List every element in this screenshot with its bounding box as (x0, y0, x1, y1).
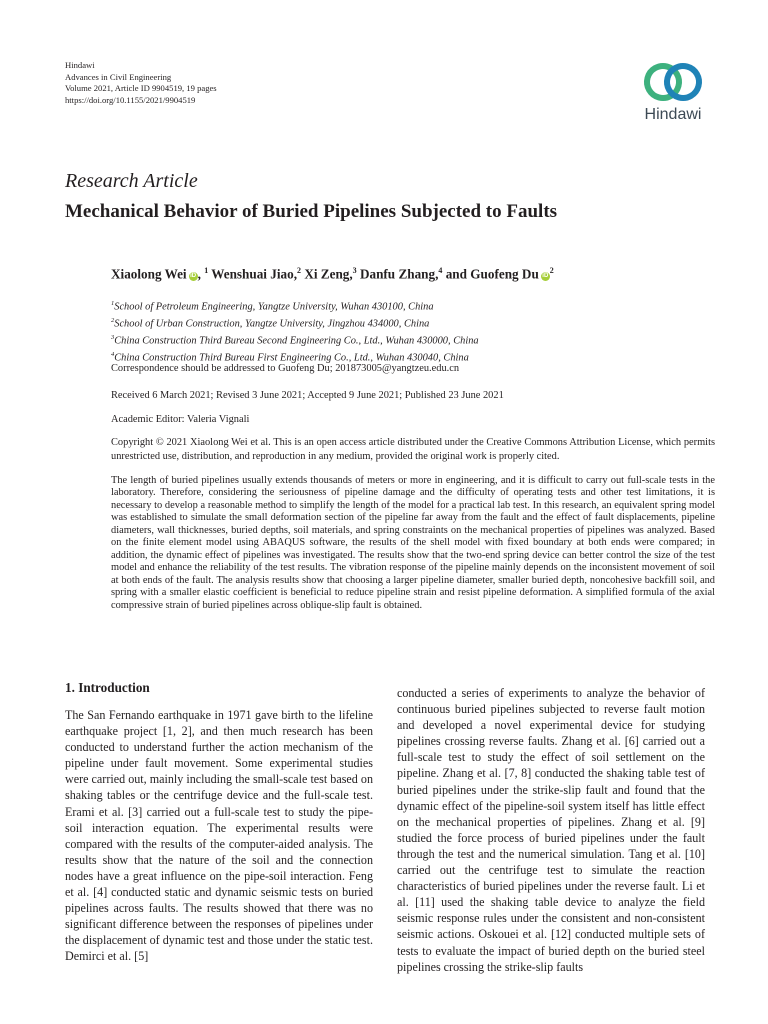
article-type: Research Article (65, 170, 198, 192)
author-affiliation-mark: 3 (352, 266, 357, 275)
logo-text: Hindawi (644, 106, 702, 123)
doi-link[interactable]: https://doi.org/10.1155/2021/9904519 (65, 94, 196, 105)
abstract: The length of buried pipelines usually extends thousands of meters or more in engineering, and it is difficult to carry out full-scale tests in the laboratory. Therefore, considering the seriousness of pipeline damage and the difficulty of operating tests and other test limitations, it is necessary to develop a reasonable method to simplify the length of the model for a practical lab test. In this research, an equivalent spring model was established to simulate the small deformation section of the pipeline far away from the fault and the effect of fault displacements, pipeline diameters, wall thicknesses, buried depths, soil materials, and spring constraints on the mechanical properties of pipelines was analyzed. Based on the finite element model using ABAQUS software, the results of the shell model with fixed boundary at both ends were compared; in addition, the dynamic effect of pipelines was investigated. The results show that the two-end spring device can better control the size of the test model and enhance the reliability of the test results. The vibration response of the pipeline mainly depends on the inconsistent movement of soil at both ends of the fault. The analysis results show that choosing a larger pipeline diameter, smaller buried depth, noncohesive backfill soil, and spring with a smaller elastic coefficient is beneficial to reduce pipeline strain and resist pipeline deformation. A simplified formula of the axial compressive strain of buried pipelines across oblique-slip fault is obtained. (111, 475, 715, 611)
affiliation: $^4$China Construction Third Bureau First Engineering Co., Ltd., Wuhan 430040, China (111, 351, 469, 364)
copyright-notice: Copyright © 2021 Xiaolong Wei et al. This is an open access article distributed under the Creative Commons Attribution License, which permits unrestricted use, distribution, and reproduction in any medium, provided the original work is properly cited. (111, 437, 715, 462)
body-paragraph: conducted a series of experiments to analyze the behavior of continuous buried pipelines subjected to reverse fault motion and developed a novel experimental device for studying pipelines crossing reverse faults. Zhang et al. [6] carried out a full-scale test to study the effect of soil settlement on the pipeline. Zhang et al. [7, 8] conducted the shaking table test of buried pipelines under the strike-slip fault and found that the dynamic effect of the pipeline-soil system itself has little effect on the mechanical properties of pipelines. Zhang et al. [9] studied the force process of buried pipelines under the fault through the test and the numerical simulation. Tang et al. [10] carried out the centrifuge test to simulate the reaction characteristics of buried pipelines under the reverse fault. Li et al. [11] used the shaking table device to analyze the field seismic response rules under the consistent and non-consistent seismic actions. Oskouei et al. [12] conducted multiple sets of tests to evaluate the impact of buried depth on the buried steel pipelines crossing the strike-slip faults (397, 686, 705, 974)
author-name[interactable]: Wenshuai Jiao, (211, 266, 298, 282)
correspondence: Correspondence should be addressed to Guofeng Du; 201873005@yangtzeu.edu.cn (111, 363, 460, 374)
publication-dates: Received 6 March 2021; Revised 3 June 2021; Accepted 9 June 2021; Published 23 June 2021 (111, 390, 504, 401)
academic-editor: Academic Editor: Valeria Vignali (111, 414, 250, 425)
volume-info: Volume 2021, Article ID 9904519, 19 pages (65, 83, 217, 94)
author-name[interactable]: Xiaolong Wei (111, 266, 187, 282)
journal-name: Advances in Civil Engineering (65, 71, 172, 82)
body-column-left (65, 680, 373, 965)
body-column-right (397, 685, 705, 975)
journal-header (65, 60, 217, 106)
section-heading: 1. Introduction (65, 680, 150, 695)
author-name[interactable]: Xi Zeng, (304, 266, 353, 282)
author-name[interactable]: and Guofeng Du (445, 266, 539, 282)
article-title: Mechanical Behavior of Buried Pipelines Subjected to Faults (65, 201, 558, 222)
hindawi-logo-icon (641, 60, 705, 104)
hindawi-logo (632, 60, 714, 136)
author-list: Xiaolong Wei iD , $^1$ Wenshuai Jiao,$^2$ Xi Zeng,$^3$ Danfu Zhang,$^4$ and Guofeng Du $iD^2$ (111, 266, 554, 282)
author-name[interactable]: Danfu Zhang, (359, 266, 439, 282)
author-affiliation-mark: 2 (297, 266, 302, 275)
author-affiliation-mark: 1 (204, 266, 209, 275)
affiliation: $^1$School of Petroleum Engineering, Yangtze University, Wuhan 430100, China (111, 300, 434, 313)
body-paragraph: The San Fernando earthquake in 1971 gave birth to the lifeline earthquake project [1, 2], and then much research has been conducted to understand further the action mechanism of the pipeline under fault movement. Some experimental studies were carried out, mainly including the small-scale test based on shaking tables or the centrifuge device and the full-scale test. Erami et al. [3] carried out a full-scale test to study the pipe-soil interaction equation. The experimental results were compared with the results of the computer-aided analysis. The results show that the nature of the soil and the connection nodes have a great influence on the pipe-soil interaction. Feng et al. [4] conducted static and dynamic seismic tests on buried pipelines across faults. The results showed that there was no significant difference between the responses of pipelines under the displacement of dynamic test and those under the static test. Demirci et al. [5] (65, 708, 373, 964)
orcid-icon[interactable]: iD (190, 273, 197, 280)
author-affiliation-mark: 2 (549, 266, 554, 275)
affiliation: $^2$School of Urban Construction, Yangtze University, Jingzhou 434000, China (111, 317, 430, 330)
affiliation: $^3$China Construction Third Bureau Second Engineering Co., Ltd., Wuhan 430000, China (111, 334, 479, 347)
author-affiliation-mark: 4 (438, 266, 443, 275)
affiliation-list (111, 297, 711, 365)
orcid-icon[interactable]: iD (542, 273, 549, 280)
publisher-name: Hindawi (65, 60, 95, 70)
